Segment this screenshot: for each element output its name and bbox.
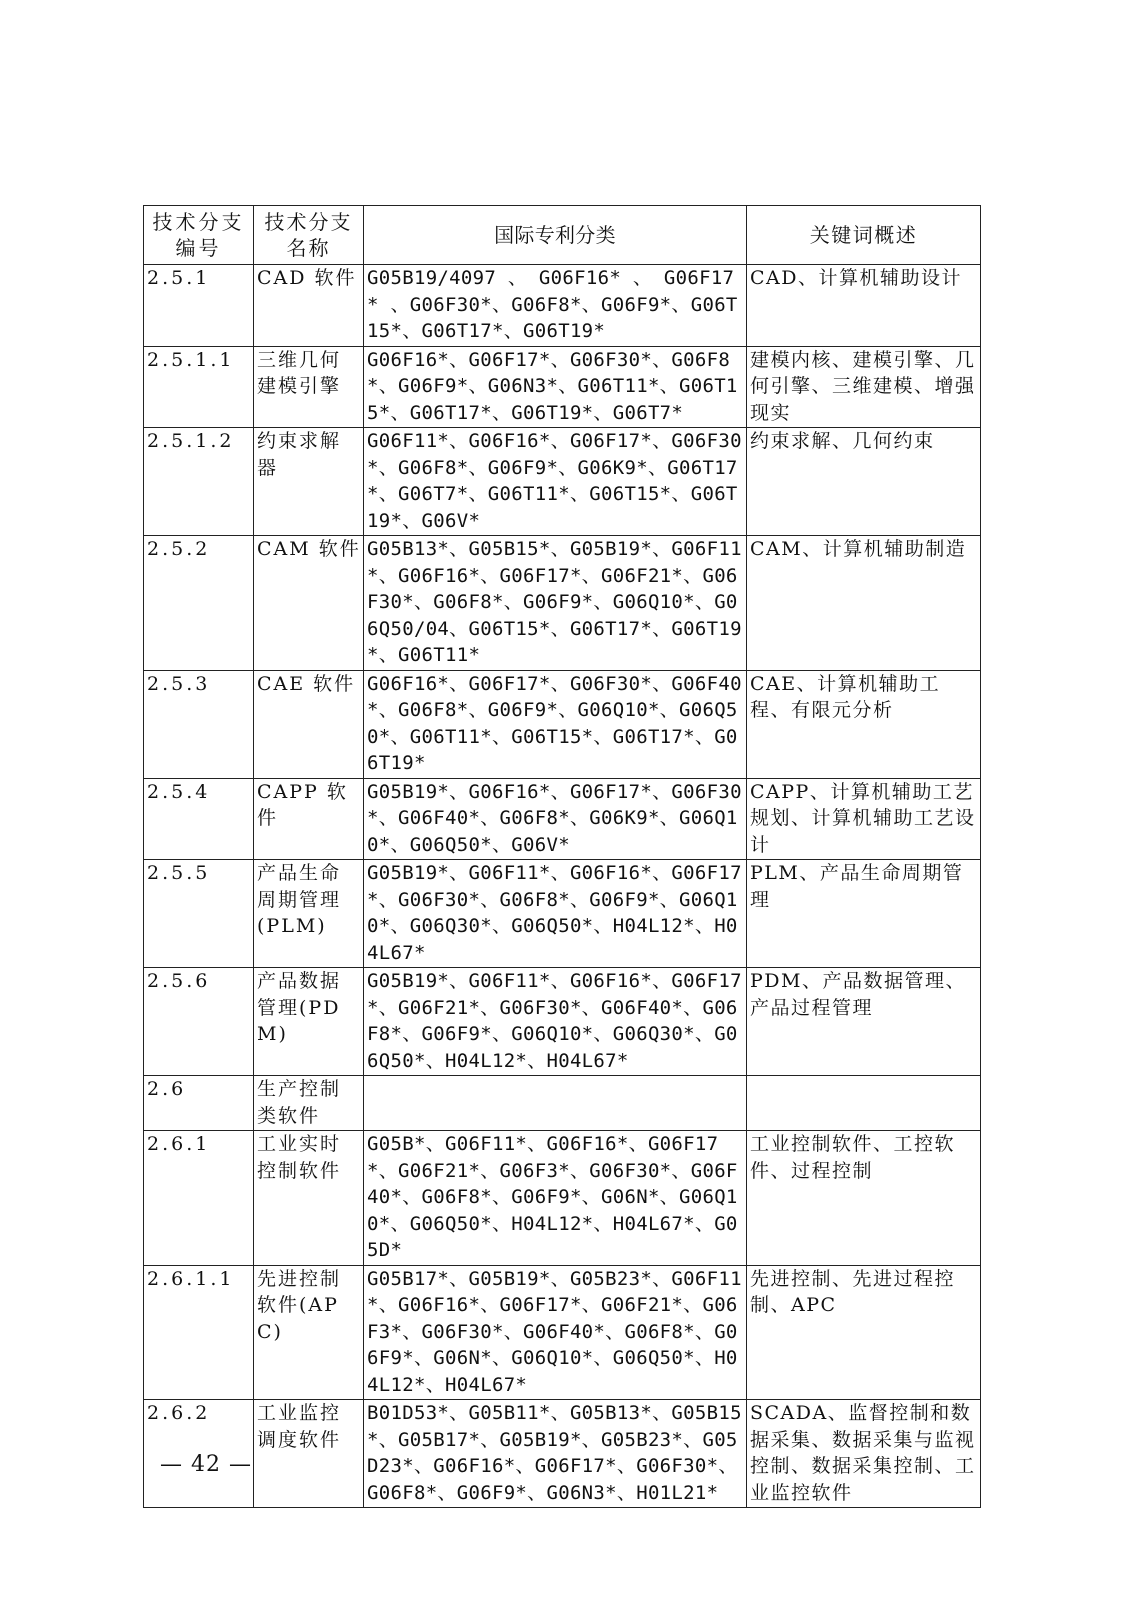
cell-branch-name: 产品数据管理(PDM) (254, 968, 364, 1076)
table-row (144, 536, 981, 671)
cell-branch-name: CAM 软件 (254, 536, 364, 671)
cell-branch-code: 2.5.1.2 (144, 428, 254, 536)
cell-keywords: CAPP、计算机辅助工艺规划、计算机辅助工艺设计 (747, 778, 981, 860)
cell-branch-code: 2.6.1.1 (144, 1265, 254, 1400)
cell-branch-code: 2.5.1 (144, 265, 254, 347)
table-row (144, 860, 981, 968)
header-branch-name: 技术分支名称 (254, 206, 364, 265)
cell-ipc: G06F11*、G06F16*、G06F17*、G06F30*、G06F8*、G06F9*、G06K9*、G06T17*、G06T7*、G06T11*、G06T15*、G06T19*、G06V* (364, 428, 747, 536)
cell-ipc: G06F16*、G06F17*、G06F30*、G06F8*、G06F9*、G06N3*、G06T11*、G06T15*、G06T17*、G06T19*、G06T7* (364, 346, 747, 428)
cell-ipc: G05B17*、G05B19*、G05B23*、G06F11*、G06F16*、G06F17*、G06F21*、G06F3*、G06F30*、G06F40*、G06F8*、G06F9*、G06N*、G06Q10*、G06Q50*、H04L12*、H04L67* (364, 1265, 747, 1400)
cell-branch-code: 2.5.5 (144, 860, 254, 968)
table-row (144, 1400, 981, 1508)
cell-branch-name: 先进控制软件(APC) (254, 1265, 364, 1400)
cell-branch-name: CAD 软件 (254, 265, 364, 347)
table-row (144, 346, 981, 428)
header-ipc: 国际专利分类 (364, 206, 747, 265)
cell-ipc (364, 1076, 747, 1131)
table-row (144, 968, 981, 1076)
cell-ipc: G06F16*、G06F17*、G06F30*、G06F40*、G06F8*、G06F9*、G06Q10*、G06Q50*、G06T11*、G06T15*、G06T17*、G06T19* (364, 670, 747, 778)
table-row (144, 265, 981, 347)
cell-branch-name: 约束求解器 (254, 428, 364, 536)
table-header-row (144, 206, 981, 265)
cell-keywords: 建模内核、建模引擎、几何引擎、三维建模、增强现实 (747, 346, 981, 428)
page-number: — 42 — (160, 1452, 252, 1477)
table-row (144, 1265, 981, 1400)
cell-branch-name: 三维几何建模引擎 (254, 346, 364, 428)
cell-branch-name: CAE 软件 (254, 670, 364, 778)
cell-branch-code: 2.5.2 (144, 536, 254, 671)
cell-branch-code: 2.5.6 (144, 968, 254, 1076)
cell-branch-name: 产品生命周期管理(PLM) (254, 860, 364, 968)
cell-keywords: PDM、产品数据管理、产品过程管理 (747, 968, 981, 1076)
cell-keywords: CAE、计算机辅助工程、有限元分析 (747, 670, 981, 778)
cell-keywords: 约束求解、几何约束 (747, 428, 981, 536)
cell-ipc: G05B*、G06F11*、G06F16*、G06F17*、G06F21*、G06F3*、G06F30*、G06F40*、G06F8*、G06F9*、G06N*、G06Q10*、G06Q50*、H04L12*、H04L67*、G05D* (364, 1131, 747, 1266)
cell-branch-name: 生产控制类软件 (254, 1076, 364, 1131)
cell-ipc: G05B19/4097 、 G06F16* 、 G06F17* 、G06F30*、G06F8*、G06F9*、G06T15*、G06T17*、G06T19* (364, 265, 747, 347)
cell-branch-name: 工业监控调度软件 (254, 1400, 364, 1508)
cell-keywords: PLM、产品生命周期管理 (747, 860, 981, 968)
cell-keywords: CAM、计算机辅助制造 (747, 536, 981, 671)
cell-branch-code: 2.6.2 (144, 1400, 254, 1508)
cell-branch-code: 2.5.4 (144, 778, 254, 860)
cell-branch-code: 2.6.1 (144, 1131, 254, 1266)
cell-branch-code: 2.5.3 (144, 670, 254, 778)
table-row (144, 778, 981, 860)
table-row (144, 1076, 981, 1131)
table-row (144, 1131, 981, 1266)
classification-table (143, 205, 981, 1508)
cell-ipc: G05B19*、G06F11*、G06F16*、G06F17*、G06F21*、G06F30*、G06F40*、G06F8*、G06F9*、G06Q10*、G06Q30*、G06Q50*、H04L12*、H04L67* (364, 968, 747, 1076)
cell-keywords: SCADA、监督控制和数据采集、数据采集与监视控制、数据采集控制、工业监控软件 (747, 1400, 981, 1508)
cell-ipc: B01D53*、G05B11*、G05B13*、G05B15*、G05B17*、G05B19*、G05B23*、G05D23*、G06F16*、G06F17*、G06F30*、G06F8*、G06F9*、G06N3*、H01L21* (364, 1400, 747, 1508)
cell-branch-name: CAPP 软件 (254, 778, 364, 860)
table-row (144, 670, 981, 778)
table-row (144, 428, 981, 536)
cell-branch-code: 2.6 (144, 1076, 254, 1131)
cell-branch-code: 2.5.1.1 (144, 346, 254, 428)
cell-branch-name: 工业实时控制软件 (254, 1131, 364, 1266)
cell-ipc: G05B19*、G06F16*、G06F17*、G06F30*、G06F40*、G06F8*、G06K9*、G06Q10*、G06Q50*、G06V* (364, 778, 747, 860)
header-keywords: 关键词概述 (747, 206, 981, 265)
cell-keywords: 先进控制、先进过程控制、APC (747, 1265, 981, 1400)
cell-keywords: 工业控制软件、工控软件、过程控制 (747, 1131, 981, 1266)
cell-ipc: G05B13*、G05B15*、G05B19*、G06F11*、G06F16*、G06F17*、G06F21*、G06F30*、G06F8*、G06F9*、G06Q10*、G06Q50/04、G06T15*、G06T17*、G06T19*、G06T11* (364, 536, 747, 671)
cell-keywords (747, 1076, 981, 1131)
cell-keywords: CAD、计算机辅助设计 (747, 265, 981, 347)
header-branch-code: 技术分支编号 (144, 206, 254, 265)
cell-ipc: G05B19*、G06F11*、G06F16*、G06F17*、G06F30*、G06F8*、G06F9*、G06Q10*、G06Q30*、G06Q50*、H04L12*、H04L67* (364, 860, 747, 968)
